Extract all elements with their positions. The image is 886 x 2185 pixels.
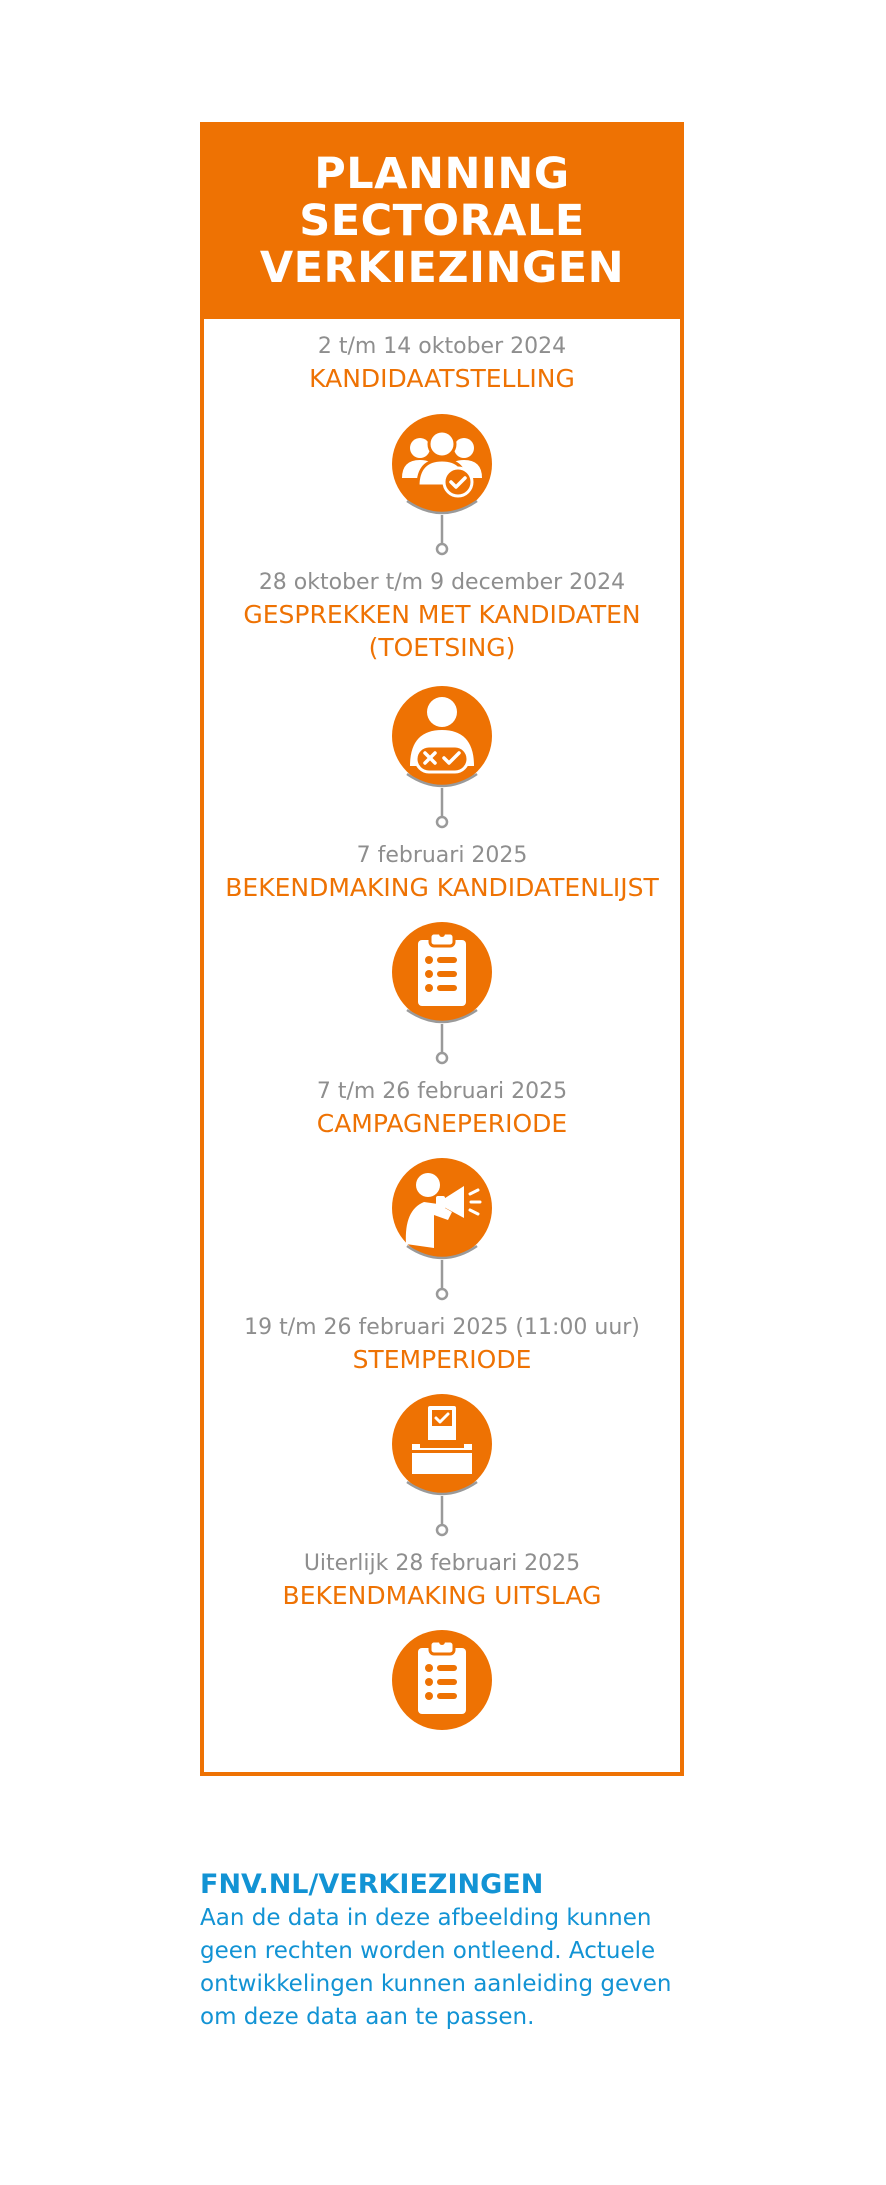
step-title: GESPREKKEN MET KANDIDATEN <box>243 600 641 629</box>
step-title: BEKENDMAKING UITSLAG <box>282 1581 602 1610</box>
megaphone-person-icon <box>392 1158 492 1258</box>
step-date: 28 oktober t/m 9 december 2024 <box>258 570 626 595</box>
title-line-1: PLANNING <box>314 149 570 199</box>
card-header <box>204 126 680 319</box>
step-title-line-2: (TOETSING) <box>368 633 516 662</box>
connector-icon <box>397 1008 487 1078</box>
step-date: 7 februari 2025 <box>356 843 528 868</box>
step-title: KANDIDAATSTELLING <box>309 364 575 393</box>
footer <box>200 1868 700 2034</box>
person-check-cross-icon <box>392 686 492 786</box>
ballot-box-icon <box>392 1394 492 1494</box>
step-title: BEKENDMAKING KANDIDATENLIJST <box>225 873 659 902</box>
timeline-step-kandidatenlijst <box>204 842 680 904</box>
timeline-step-stemperiode <box>204 1314 680 1376</box>
disclaimer-line-2: geen rechten worden ontleend. Actuele <box>200 1938 656 1964</box>
step-date: 2 t/m 14 oktober 2024 <box>317 334 567 359</box>
connector-icon <box>397 1480 487 1550</box>
step-title: CAMPAGNEPERIODE <box>316 1109 568 1138</box>
disclaimer-line-4: om deze data aan te passen. <box>200 2004 535 2030</box>
timeline-step-uitslag <box>204 1550 680 1612</box>
clipboard-list-icon <box>392 1630 492 1730</box>
fnv-verkiezingen-link[interactable]: FNV.NL/VERKIEZINGEN <box>200 1869 544 1900</box>
step-title: STEMPERIODE <box>352 1345 532 1374</box>
title-line-2: SECTORALE <box>299 196 585 246</box>
disclaimer-line-3: ontwikkelingen kunnen aanleiding geven <box>200 1971 672 1997</box>
title-line-3: VERKIEZINGEN <box>259 243 625 293</box>
step-date: Uiterlijk 28 februari 2025 <box>303 1551 581 1576</box>
timeline-step-gesprekken <box>204 569 680 664</box>
clipboard-list-icon <box>392 922 492 1022</box>
card-title <box>260 151 624 292</box>
step-date: 7 t/m 26 februari 2025 <box>316 1079 568 1104</box>
disclaimer-line-1: Aan de data in deze afbeelding kunnen <box>200 1905 652 1931</box>
timeline-step-kandidaatstelling <box>204 333 680 395</box>
connector-icon <box>397 772 487 842</box>
planning-card <box>200 122 684 1776</box>
step-date: 19 t/m 26 februari 2025 (11:00 uur) <box>244 1315 640 1340</box>
connector-icon <box>397 499 487 569</box>
timeline-step-campagneperiode <box>204 1078 680 1140</box>
disclaimer-text <box>200 1902 690 2034</box>
connector-icon <box>397 1244 487 1314</box>
